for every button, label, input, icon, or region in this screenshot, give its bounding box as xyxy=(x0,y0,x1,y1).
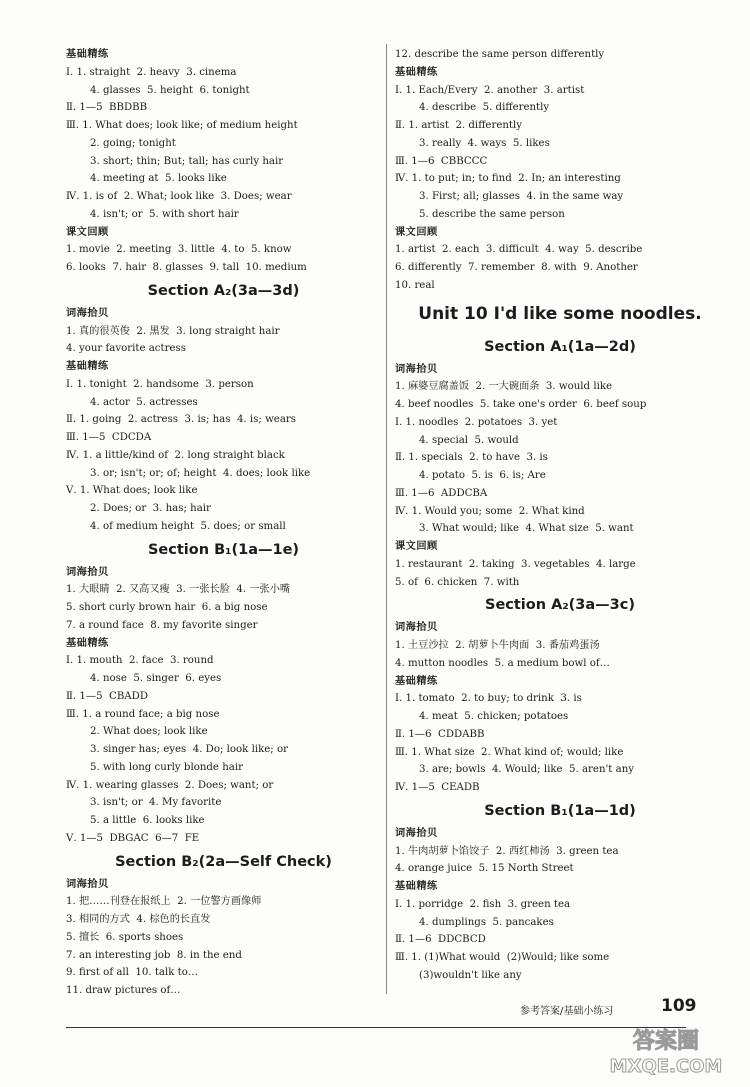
answer-line: 4. of medium height 5. does; or small xyxy=(90,520,286,532)
answer-line: 1. 把……刊登在报纸上 2. 一位警方画像师 xyxy=(66,896,262,908)
subsection-label: 基础精练 xyxy=(395,66,438,78)
answer-line: 4. describe 5. differently xyxy=(419,102,550,114)
answer-line: 3. 相同的方式 4. 棕色的长直发 xyxy=(66,914,211,925)
answer-line: 9. first of all 10. talk to… xyxy=(66,967,199,979)
answer-line: Ⅴ. 1—5 DBGAC 6—7 FE xyxy=(66,832,200,844)
answer-line: 5. describe the same person xyxy=(419,208,565,220)
footer-rule xyxy=(66,1027,686,1028)
answer-line: Ⅳ. 1—5 CEADB xyxy=(395,782,480,793)
section-heading: Section A₂(3a—3d) xyxy=(147,282,300,299)
answer-line: Ⅱ. 1—6 CDDABB xyxy=(395,728,485,740)
answer-line: 5. 擅长 6. sports shoes xyxy=(66,931,184,943)
answer-line: 6. differently 7. remember 8. with 9. Another xyxy=(395,262,638,273)
answer-line: 4. mutton noodles 5. a medium bowl of… xyxy=(395,657,610,669)
answer-line: 4. isn't; or 5. with short hair xyxy=(90,208,239,220)
answer-line: Ⅰ. 1. noodles 2. potatoes 3. yet xyxy=(395,416,558,428)
answer-line: Ⅳ. 1. is of 2. What; look like 3. Does; wear xyxy=(66,191,292,202)
answer-line: 4. beef noodles 5. take one's order 6. beef soup xyxy=(395,399,647,410)
subsection-label: 课文回顾 xyxy=(395,226,438,238)
unit-heading: Unit 10 I'd like some noodles. xyxy=(418,303,702,324)
answer-line: 2. What does; look like xyxy=(90,726,208,738)
answer-line: Ⅱ. 1—5 CBADD xyxy=(66,690,149,702)
answer-line: 1. 牛肉胡萝卜馅饺子 2. 西红柿汤 3. green tea xyxy=(395,845,619,857)
answer-line: 4. special 5. would xyxy=(419,434,519,446)
subsection-label: 基础精练 xyxy=(66,637,109,649)
answer-line: 1. restaurant 2. taking 3. vegetables 4. large xyxy=(395,558,636,570)
watermark-logo xyxy=(596,1024,736,1079)
section-heading: Section A₁(1a—2d) xyxy=(484,338,636,355)
subsection-label: 词海拾贝 xyxy=(395,622,438,634)
answer-line: 1. 大眼睛 2. 又高又瘦 3. 一张长脸 4. 一张小嘴 xyxy=(66,584,291,596)
footer-label: 参考答案/基础小练习 xyxy=(520,1006,614,1017)
answer-line: 3. First; all; glasses 4. in the same way xyxy=(419,191,624,202)
answer-line: Ⅱ. 1—5 BBDBB xyxy=(66,102,148,114)
section-heading: Section B₁(1a—1e) xyxy=(147,541,300,558)
subsection-label: 词海拾贝 xyxy=(66,566,109,578)
answer-line: Ⅲ. 1. What does; look like; of medium height xyxy=(66,120,298,131)
answer-line: Ⅱ. 1. artist 2. differently xyxy=(395,120,523,131)
answer-line: 2. going; tonight xyxy=(90,137,176,149)
answer-line: 4. meat 5. chicken; potatoes xyxy=(419,711,569,722)
answer-line: 3. are; bowls 4. Would; like 5. aren't any xyxy=(419,764,635,776)
answer-line: Ⅲ. 1. a round face; a big nose xyxy=(66,708,220,720)
answer-line: 4. your favorite actress xyxy=(66,343,186,355)
answer-line: Ⅳ. 1. a little/kind of 2. long straight black xyxy=(66,449,285,461)
watermark-top-text: 答案圈 xyxy=(632,1029,700,1054)
answer-line: Ⅳ. 1. Would you; some 2. What kind xyxy=(395,505,585,517)
answer-line: 10. real xyxy=(395,279,435,291)
subsection-label: 基础精练 xyxy=(66,361,109,372)
answer-line: 7. a round face 8. my favorite singer xyxy=(66,619,258,631)
answer-line: 4. orange juice 5. 15 North Street xyxy=(395,863,574,875)
answer-line: Ⅱ. 1—6 DDCBCD xyxy=(395,934,486,946)
answer-line: 5. a little 6. looks like xyxy=(90,815,205,826)
section-heading: Section A₂(3a—3c) xyxy=(485,597,635,614)
answer-line: 1. 真的很英俊 2. 黑发 3. long straight hair xyxy=(66,325,280,337)
section-heading: Section B₂(2a—Self Check) xyxy=(115,853,332,870)
answer-line: 1. movie 2. meeting 3. little 4. to 5. know xyxy=(66,244,292,256)
subsection-label: 课文回顾 xyxy=(66,226,109,238)
answer-line: 5. short curly brown hair 6. a big nose xyxy=(66,602,268,613)
answer-line: 4. meeting at 5. looks like xyxy=(90,173,227,185)
answer-line: 11. draw pictures of… xyxy=(66,985,181,996)
answer-line: Ⅰ. 1. porridge 2. fish 3. green tea xyxy=(395,898,571,910)
page-number: 109 xyxy=(661,996,697,1016)
answer-line: Ⅰ. 1. tonight 2. handsome 3. person xyxy=(66,378,254,390)
answer-line: 4. potato 5. is 6. is; Are xyxy=(419,470,546,481)
section-heading: Section B₁(1a—1d) xyxy=(484,802,636,819)
answer-line: 3. really 4. ways 5. likes xyxy=(419,137,550,149)
answer-line: 1. 土豆沙拉 2. 胡萝卜牛肉面 3. 番茄鸡蛋汤 xyxy=(395,640,600,651)
answer-line: Ⅴ. 1. What does; look like xyxy=(66,485,198,497)
answer-line: 5. with long curly blonde hair xyxy=(90,761,243,773)
watermark-bottom-text: MXQE.COM xyxy=(609,1056,723,1077)
answer-line: 3. singer has; eyes 4. Do; look like; or xyxy=(90,744,288,755)
answer-line: Ⅲ. 1. What size 2. What kind of; would; like xyxy=(395,746,624,758)
subsection-label: 基础精练 xyxy=(66,49,109,60)
answer-line: 7. an interesting job 8. in the end xyxy=(66,949,242,961)
subsection-label: 词海拾贝 xyxy=(395,363,438,375)
answer-line: 12. describe the same person differently xyxy=(395,49,605,60)
answer-line: 6. looks 7. hair 8. glasses 9. tall 10. medium xyxy=(66,262,307,273)
answer-line: 4. glasses 5. height 6. tonight xyxy=(90,84,250,96)
answer-line: (3)wouldn't like any xyxy=(419,969,522,981)
subsection-label: 词海拾贝 xyxy=(66,307,109,319)
answer-line: Ⅰ. 1. mouth 2. face 3. round xyxy=(66,655,214,667)
answer-line: Ⅱ. 1. specials 2. to have 3. is xyxy=(395,452,548,464)
answer-line: 2. Does; or 3. has; hair xyxy=(90,503,211,514)
answer-line: Ⅰ. 1. tomato 2. to buy; to drink 3. is xyxy=(395,693,582,705)
subsection-label: 课文回顾 xyxy=(395,541,438,552)
answer-line: 1. artist 2. each 3. difficult 4. way 5. describe xyxy=(395,244,643,256)
right-column xyxy=(395,46,725,985)
answer-line: Ⅳ. 1. wearing glasses 2. Does; want; or xyxy=(66,779,274,791)
subsection-label: 词海拾贝 xyxy=(395,827,438,839)
answer-line: 3. short; thin; But; tall; has curly hair xyxy=(90,155,284,167)
answer-line: Ⅲ. 1. (1)What would (2)Would; like some xyxy=(395,952,610,963)
answer-line: Ⅲ. 1—5 CDCDA xyxy=(66,432,152,443)
answer-line: 4. dumplings 5. pancakes xyxy=(419,916,554,928)
subsection-label: 基础精练 xyxy=(395,881,438,892)
answer-line: 4. nose 5. singer 6. eyes xyxy=(90,673,222,684)
subsection-label: 基础精练 xyxy=(395,675,438,687)
answer-line: 4. actor 5. actresses xyxy=(90,396,198,408)
answer-line: 5. of 6. chicken 7. with xyxy=(395,576,520,588)
answer-line: 1. 麻婆豆腐盖饭 2. 一大碗面条 3. would like xyxy=(395,381,613,393)
answer-line: Ⅰ. 1. Each/Every 2. another 3. artist xyxy=(395,84,585,96)
answer-line: 3. isn't; or 4. My favorite xyxy=(90,797,222,809)
answer-line: Ⅰ. 1. straight 2. heavy 3. cinema xyxy=(66,66,237,78)
answer-line: 3. or; isn't; or; of; height 4. does; look like xyxy=(90,467,311,479)
answer-line: Ⅲ. 1—6 ADDCBA xyxy=(395,487,488,499)
answer-line: Ⅳ. 1. to put; in; to find 2. In; an interesting xyxy=(395,173,621,185)
column-divider xyxy=(386,44,387,994)
answer-line: Ⅲ. 1—6 CBBCCC xyxy=(395,155,488,167)
subsection-label: 词海拾贝 xyxy=(66,878,109,890)
left-column xyxy=(66,46,381,1000)
answer-line: Ⅱ. 1. going 2. actress 3. is; has 4. is; wears xyxy=(66,414,296,426)
answer-line: 3. What would; like 4. What size 5. want xyxy=(419,523,634,535)
